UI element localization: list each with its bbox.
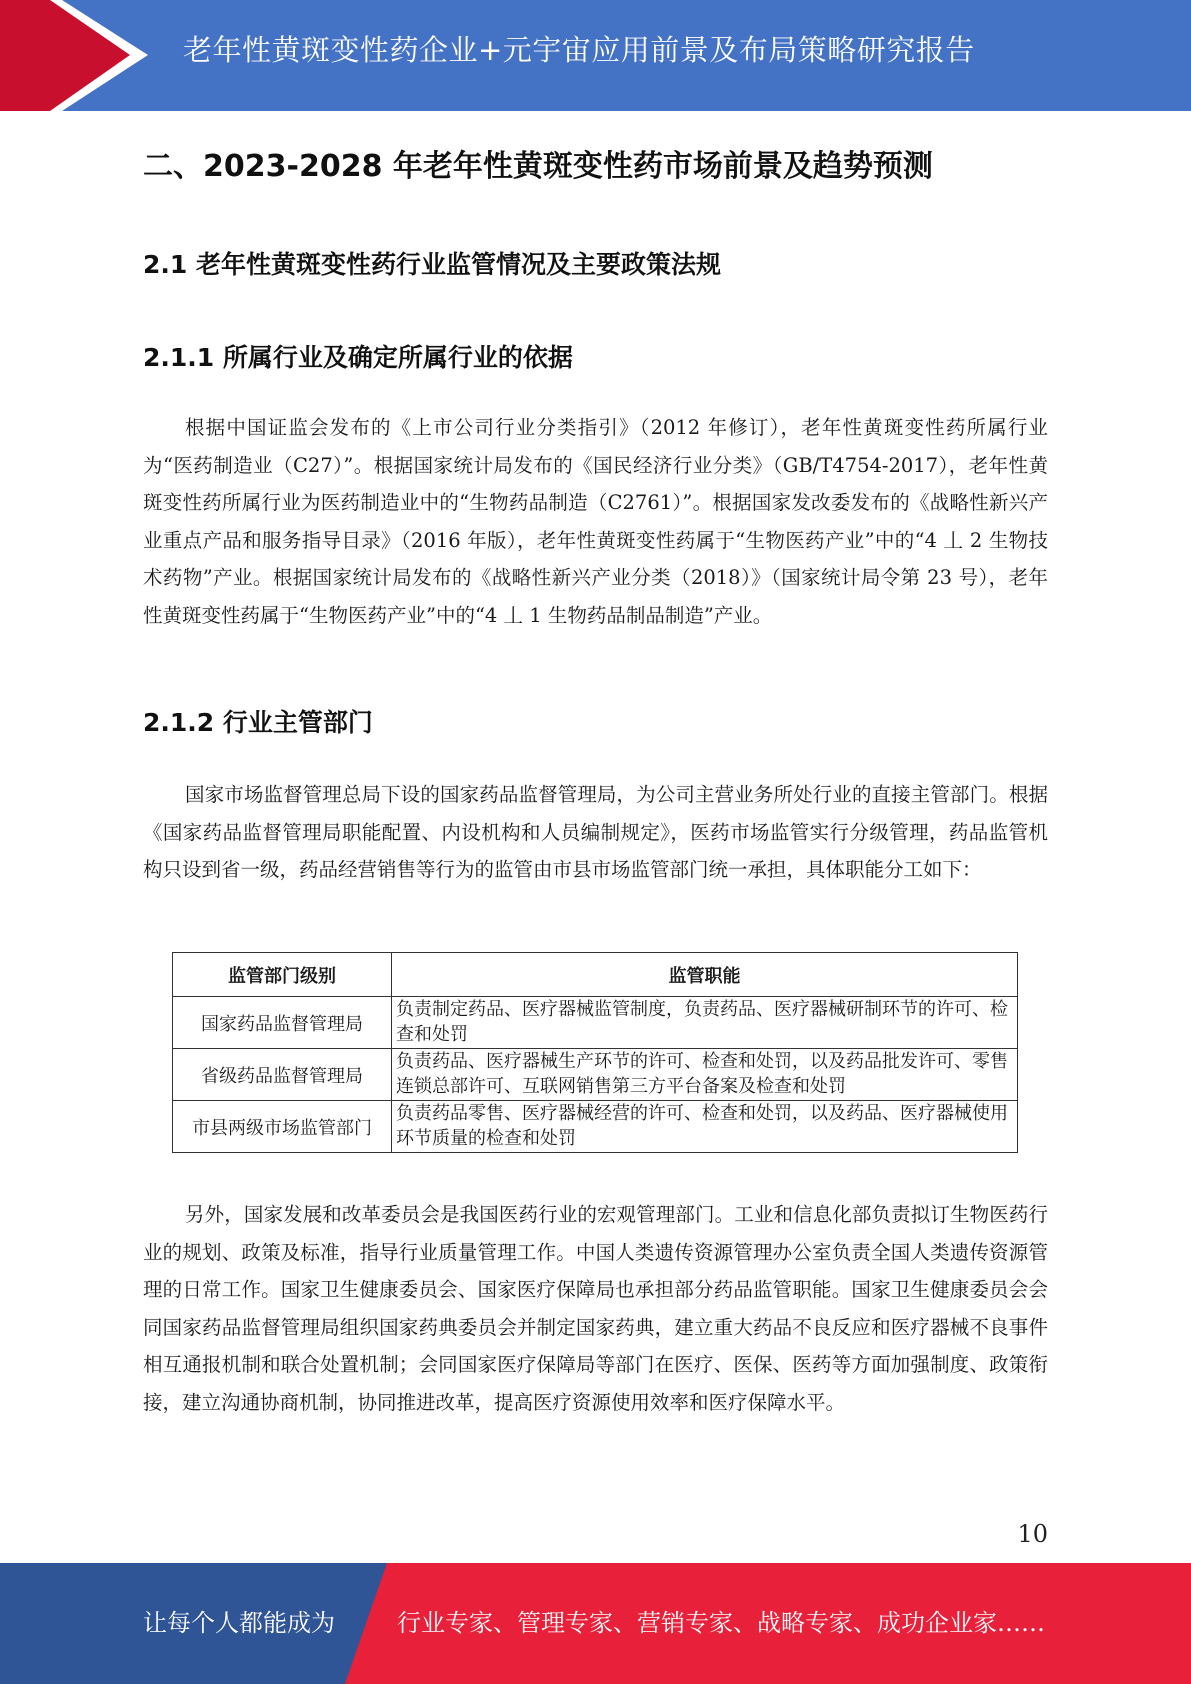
- header-banner: [0, 0, 1191, 111]
- table-row: [173, 1049, 1018, 1101]
- table-cell-duty: 负责药品零售、医疗器械经营的许可、检查和处罚，以及药品、医疗器械使用环节质量的检查和处罚: [392, 1101, 1018, 1153]
- page-number: 10: [1017, 1520, 1048, 1548]
- table-row: [173, 1101, 1018, 1153]
- paragraph-authority: 国家市场监督管理总局下设的国家药品监督管理局，为公司主营业务所处行业的直接主管部门。根据《国家药品监督管理局职能配置、内设机构和人员编制规定》，医药市场监管实行分级管理，药品监管机构只设到省一级，药品经营销售等行为的监管由市县市场监管部门统一承担，具体职能分工如下：: [143, 783, 1048, 881]
- table-header-level: 监管部门级别: [173, 953, 392, 997]
- table-cell-duty: 负责制定药品、医疗器械监管制度，负责药品、医疗器械研制环节的许可、检查和处罚: [392, 997, 1018, 1049]
- table-header-row: [173, 953, 1018, 997]
- subsubsection-heading-1: 2.1.1 所属行业及确定所属行业的依据: [143, 343, 573, 372]
- subsubsection-heading-2: 2.1.2 行业主管部门: [143, 708, 373, 737]
- table-cell-duty: 负责药品、医疗器械生产环节的许可、检查和处罚，以及药品批发许可、零售连锁总部许可、互联网销售第三方平台备案及检查和处罚: [392, 1049, 1018, 1101]
- table-row: [173, 997, 1018, 1049]
- footer-banner: [0, 1563, 1191, 1684]
- subsection-heading: 2.1 老年性黄斑变性药行业监管情况及主要政策法规: [143, 250, 721, 279]
- section-heading: 二、2023-2028 年老年性黄斑变性药市场前景及趋势预测: [143, 149, 933, 184]
- footer-slogan-right: 行业专家、管理专家、营销专家、战略专家、成功企业家……: [397, 1609, 1045, 1637]
- footer-slogan-left: 让每个人都能成为: [143, 1609, 335, 1637]
- table-cell-level: 国家药品监督管理局: [173, 997, 392, 1049]
- header-arrow-icon: [0, 0, 150, 111]
- paragraph-other-authorities: 另外，国家发展和改革委员会是我国医药行业的宏观管理部门。工业和信息化部负责拟订生物医药行业的规划、政策及标准，指导行业质量管理工作。中国人类遗传资源管理办公室负责全国人类遗传资源管理的日常工作。国家卫生健康委员会、国家医疗保障局也承担部分药品监管职能。国家卫生健康委员会会同国家药品监督管理局组织国家药典委员会并制定国家药典，建立重大药品不良反应和医疗器械不良事件相互通报机制和联合处置机制；会同国家医疗保障局等部门在医疗、医保、医药等方面加强制度、政策衔接，建立沟通协商机制，协同推进改革，提高医疗资源使用效率和医疗保障水平。: [143, 1203, 1048, 1414]
- report-title: 老年性黄斑变性药企业+元宇宙应用前景及布局策略研究报告: [183, 33, 975, 67]
- table-header-duty: 监管职能: [392, 953, 1018, 997]
- table-cell-level: 市县两级市场监管部门: [173, 1101, 392, 1153]
- table-cell-level: 省级药品监督管理局: [173, 1049, 392, 1101]
- regulatory-table: [172, 952, 1018, 1153]
- paragraph-industry-basis: 根据中国证监会发布的《上市公司行业分类指引》（2012 年修订），老年性黄斑变性药所属行业为“医药制造业（C27）”。根据国家统计局发布的《国民经济行业分类》（GB/T4754-2017），老年性黄斑变性药所属行业为医药制造业中的“生物药品制造（C2761）”。根据国家发改委发布的《战略性新兴产业重点产品和服务指导目录》（2016 年版），老年性黄斑变性药属于“生物医药产业”中的“4 丄 2 生物技术药物”产业。根据国家统计局发布的《战略性新兴产业分类（2018）》（国家统计局令第 23 号），老年性黄斑变性药属于“生物医药产业”中的“4 丄 1 生物药品制品制造”产业。: [143, 416, 1048, 627]
